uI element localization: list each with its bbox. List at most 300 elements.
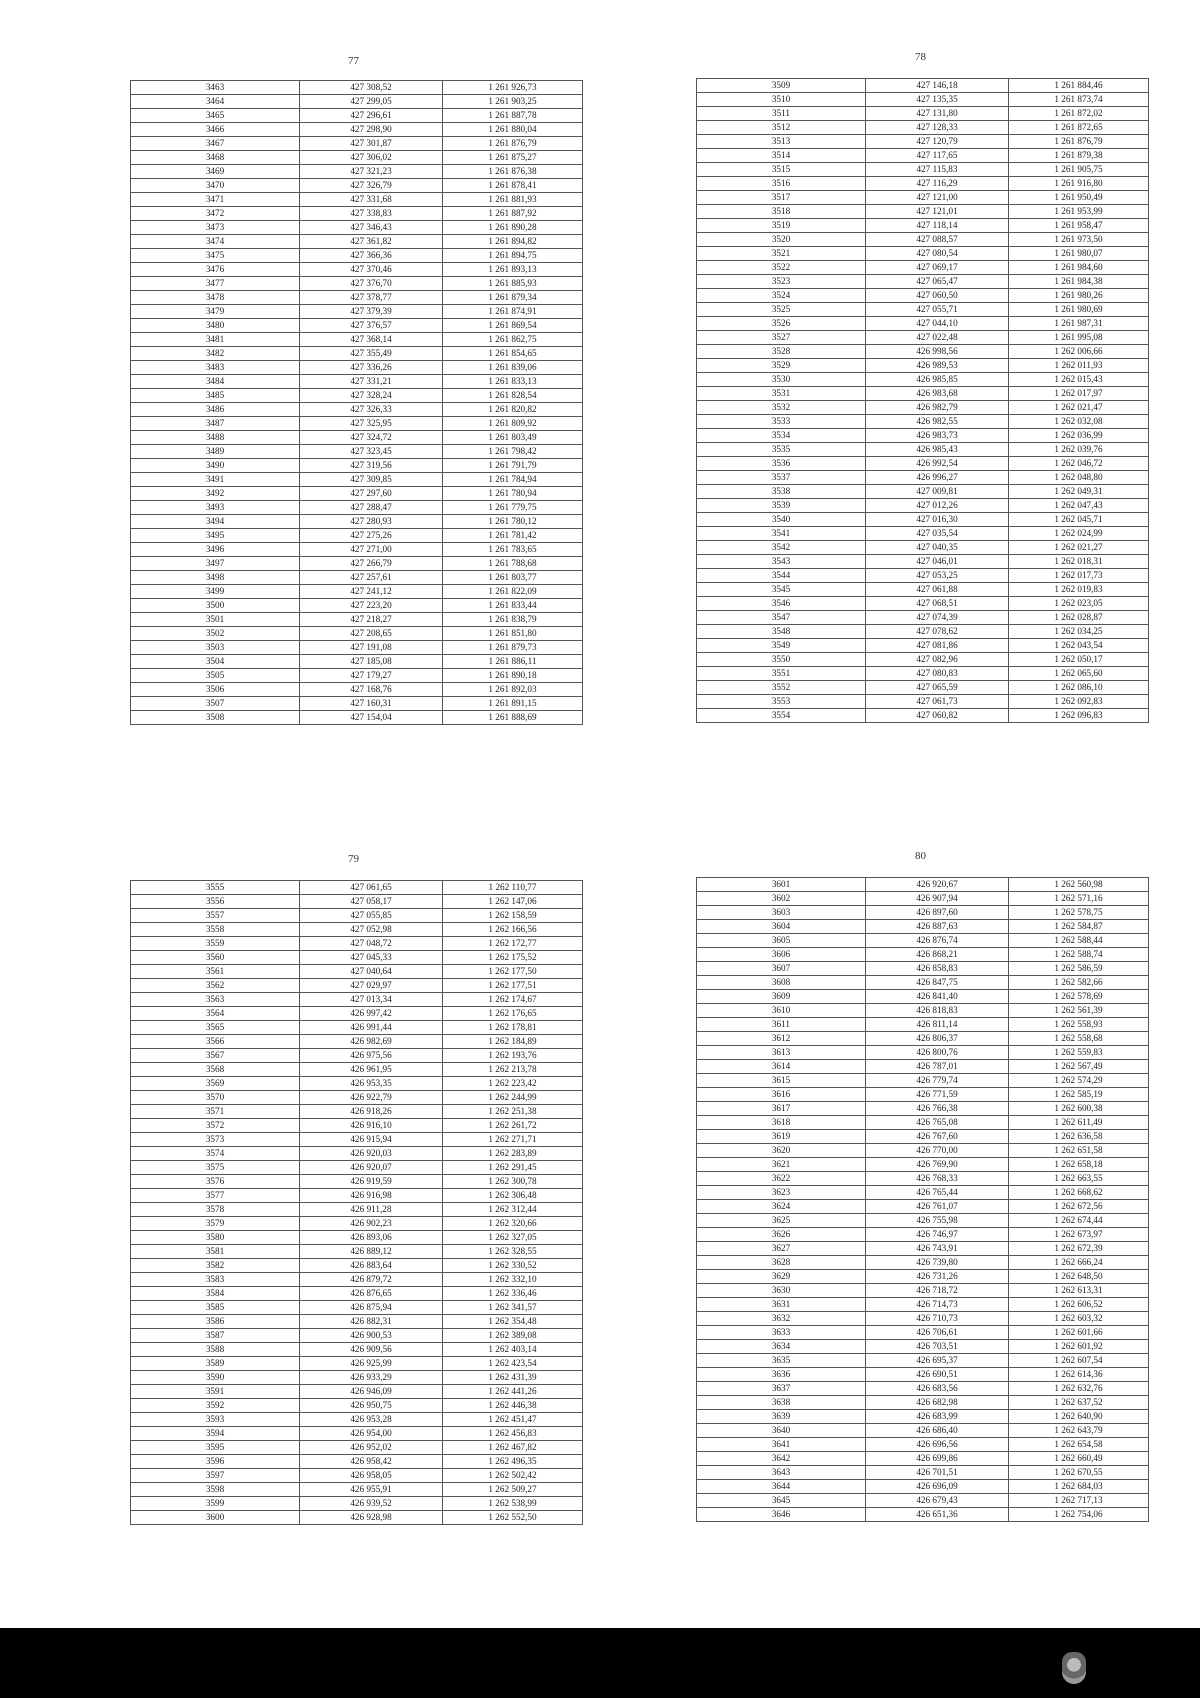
point-number-cell: 3589 xyxy=(131,1357,300,1371)
table-row xyxy=(131,627,583,641)
x-coordinate-cell: 427 045,33 xyxy=(300,951,443,965)
table-row xyxy=(697,1088,1149,1102)
x-coordinate-cell: 427 060,82 xyxy=(866,709,1009,723)
table-row xyxy=(697,485,1149,499)
x-coordinate-cell: 426 651,36 xyxy=(866,1508,1009,1522)
y-coordinate-cell: 1 261 869,54 xyxy=(443,319,583,333)
table-row xyxy=(131,641,583,655)
page-number: 78 xyxy=(915,51,926,63)
x-coordinate-cell: 427 061,65 xyxy=(300,881,443,895)
point-number-cell: 3571 xyxy=(131,1105,300,1119)
x-coordinate-cell: 426 766,38 xyxy=(866,1102,1009,1116)
y-coordinate-cell: 1 261 879,38 xyxy=(1009,149,1149,163)
x-coordinate-cell: 427 055,85 xyxy=(300,909,443,923)
y-coordinate-cell: 1 261 884,46 xyxy=(1009,79,1149,93)
y-coordinate-cell: 1 261 980,26 xyxy=(1009,289,1149,303)
table-row xyxy=(697,1130,1149,1144)
point-number-cell: 3603 xyxy=(697,906,866,920)
point-number-cell: 3516 xyxy=(697,177,866,191)
page-number: 79 xyxy=(348,853,359,865)
point-number-cell: 3513 xyxy=(697,135,866,149)
table-row xyxy=(131,1343,583,1357)
y-coordinate-cell: 1 262 601,92 xyxy=(1009,1340,1149,1354)
table-row xyxy=(697,345,1149,359)
table-row xyxy=(131,529,583,543)
table-row xyxy=(131,1161,583,1175)
point-number-cell: 3465 xyxy=(131,109,300,123)
point-number-cell: 3636 xyxy=(697,1368,866,1382)
y-coordinate-cell: 1 262 588,74 xyxy=(1009,948,1149,962)
x-coordinate-cell: 427 115,83 xyxy=(866,163,1009,177)
y-coordinate-cell: 1 262 666,24 xyxy=(1009,1256,1149,1270)
y-coordinate-cell: 1 262 441,26 xyxy=(443,1385,583,1399)
y-coordinate-cell: 1 262 643,79 xyxy=(1009,1424,1149,1438)
y-coordinate-cell: 1 262 034,25 xyxy=(1009,625,1149,639)
y-coordinate-cell: 1 261 878,41 xyxy=(443,179,583,193)
x-coordinate-cell: 427 078,62 xyxy=(866,625,1009,639)
x-coordinate-cell: 427 168,76 xyxy=(300,683,443,697)
x-coordinate-cell: 426 897,60 xyxy=(866,906,1009,920)
x-coordinate-cell: 427 117,65 xyxy=(866,149,1009,163)
table-row xyxy=(131,1231,583,1245)
y-coordinate-cell: 1 261 953,99 xyxy=(1009,205,1149,219)
y-coordinate-cell: 1 262 717,13 xyxy=(1009,1494,1149,1508)
y-coordinate-cell: 1 261 872,65 xyxy=(1009,121,1149,135)
x-coordinate-cell: 426 939,52 xyxy=(300,1497,443,1511)
table-row xyxy=(131,277,583,291)
point-number-cell: 3562 xyxy=(131,979,300,993)
x-coordinate-cell: 427 299,05 xyxy=(300,95,443,109)
point-number-cell: 3472 xyxy=(131,207,300,221)
y-coordinate-cell: 1 261 820,82 xyxy=(443,403,583,417)
x-coordinate-cell: 427 016,30 xyxy=(866,513,1009,527)
table-row xyxy=(697,247,1149,261)
x-coordinate-cell: 427 116,29 xyxy=(866,177,1009,191)
x-coordinate-cell: 426 710,73 xyxy=(866,1312,1009,1326)
point-number-cell: 3490 xyxy=(131,459,300,473)
x-coordinate-cell: 426 952,02 xyxy=(300,1441,443,1455)
y-coordinate-cell: 1 262 019,83 xyxy=(1009,583,1149,597)
table-row xyxy=(131,193,583,207)
table-row xyxy=(131,1371,583,1385)
point-number-cell: 3537 xyxy=(697,471,866,485)
y-coordinate-cell: 1 262 574,29 xyxy=(1009,1074,1149,1088)
table-row xyxy=(131,1427,583,1441)
point-number-cell: 3567 xyxy=(131,1049,300,1063)
y-coordinate-cell: 1 262 271,71 xyxy=(443,1133,583,1147)
table-row xyxy=(697,1242,1149,1256)
y-coordinate-cell: 1 262 611,49 xyxy=(1009,1116,1149,1130)
point-number-cell: 3633 xyxy=(697,1326,866,1340)
table-row xyxy=(697,878,1149,892)
table-row xyxy=(697,906,1149,920)
y-coordinate-cell: 1 261 888,69 xyxy=(443,711,583,725)
y-coordinate-cell: 1 262 582,66 xyxy=(1009,976,1149,990)
y-coordinate-cell: 1 262 028,87 xyxy=(1009,611,1149,625)
x-coordinate-cell: 427 331,21 xyxy=(300,375,443,389)
x-coordinate-cell: 427 060,50 xyxy=(866,289,1009,303)
y-coordinate-cell: 1 262 312,44 xyxy=(443,1203,583,1217)
x-coordinate-cell: 426 998,56 xyxy=(866,345,1009,359)
y-coordinate-cell: 1 262 023,05 xyxy=(1009,597,1149,611)
y-coordinate-cell: 1 261 851,80 xyxy=(443,627,583,641)
table-row xyxy=(131,375,583,389)
x-coordinate-cell: 426 954,00 xyxy=(300,1427,443,1441)
point-number-cell: 3605 xyxy=(697,934,866,948)
x-coordinate-cell: 426 883,64 xyxy=(300,1259,443,1273)
y-coordinate-cell: 1 261 876,79 xyxy=(1009,135,1149,149)
y-coordinate-cell: 1 262 648,50 xyxy=(1009,1270,1149,1284)
table-row xyxy=(697,1060,1149,1074)
point-number-cell: 3561 xyxy=(131,965,300,979)
point-number-cell: 3553 xyxy=(697,695,866,709)
y-coordinate-cell: 1 261 905,75 xyxy=(1009,163,1149,177)
y-coordinate-cell: 1 262 672,56 xyxy=(1009,1200,1149,1214)
y-coordinate-cell: 1 262 601,66 xyxy=(1009,1326,1149,1340)
y-coordinate-cell: 1 262 251,38 xyxy=(443,1105,583,1119)
x-coordinate-cell: 427 035,54 xyxy=(866,527,1009,541)
y-coordinate-cell: 1 262 658,18 xyxy=(1009,1158,1149,1172)
x-coordinate-cell: 426 765,08 xyxy=(866,1116,1009,1130)
table-row xyxy=(131,1147,583,1161)
table-row xyxy=(697,359,1149,373)
y-coordinate-cell: 1 262 606,52 xyxy=(1009,1298,1149,1312)
y-coordinate-cell: 1 261 984,38 xyxy=(1009,275,1149,289)
y-coordinate-cell: 1 262 637,52 xyxy=(1009,1396,1149,1410)
table-row xyxy=(697,513,1149,527)
table-row xyxy=(697,653,1149,667)
x-coordinate-cell: 426 920,67 xyxy=(866,878,1009,892)
point-number-cell: 3549 xyxy=(697,639,866,653)
y-coordinate-cell: 1 262 223,42 xyxy=(443,1077,583,1091)
x-coordinate-cell: 427 185,08 xyxy=(300,655,443,669)
table-row xyxy=(131,417,583,431)
table-row xyxy=(131,361,583,375)
table-row xyxy=(131,599,583,613)
y-coordinate-cell: 1 261 809,92 xyxy=(443,417,583,431)
point-number-cell: 3495 xyxy=(131,529,300,543)
point-number-cell: 3613 xyxy=(697,1046,866,1060)
point-number-cell: 3565 xyxy=(131,1021,300,1035)
y-coordinate-cell: 1 262 017,97 xyxy=(1009,387,1149,401)
point-number-cell: 3604 xyxy=(697,920,866,934)
y-coordinate-cell: 1 262 244,99 xyxy=(443,1091,583,1105)
y-coordinate-cell: 1 262 300,78 xyxy=(443,1175,583,1189)
point-number-cell: 3595 xyxy=(131,1441,300,1455)
point-number-cell: 3505 xyxy=(131,669,300,683)
point-number-cell: 3618 xyxy=(697,1116,866,1130)
point-number-cell: 3486 xyxy=(131,403,300,417)
point-number-cell: 3484 xyxy=(131,375,300,389)
y-coordinate-cell: 1 261 879,34 xyxy=(443,291,583,305)
point-number-cell: 3598 xyxy=(131,1483,300,1497)
x-coordinate-cell: 427 131,80 xyxy=(866,107,1009,121)
x-coordinate-cell: 427 309,85 xyxy=(300,473,443,487)
y-coordinate-cell: 1 262 011,93 xyxy=(1009,359,1149,373)
y-coordinate-cell: 1 261 926,73 xyxy=(443,81,583,95)
x-coordinate-cell: 426 771,59 xyxy=(866,1088,1009,1102)
point-number-cell: 3509 xyxy=(697,79,866,93)
point-number-cell: 3646 xyxy=(697,1508,866,1522)
y-coordinate-cell: 1 262 015,43 xyxy=(1009,373,1149,387)
x-coordinate-cell: 426 696,56 xyxy=(866,1438,1009,1452)
x-coordinate-cell: 426 982,69 xyxy=(300,1035,443,1049)
point-number-cell: 3588 xyxy=(131,1343,300,1357)
y-coordinate-cell: 1 262 354,48 xyxy=(443,1315,583,1329)
y-coordinate-cell: 1 262 021,27 xyxy=(1009,541,1149,555)
table-row xyxy=(131,291,583,305)
table-row xyxy=(697,93,1149,107)
y-coordinate-cell: 1 262 177,51 xyxy=(443,979,583,993)
x-coordinate-cell: 426 920,03 xyxy=(300,1147,443,1161)
point-number-cell: 3550 xyxy=(697,653,866,667)
table-row xyxy=(131,669,583,683)
x-coordinate-cell: 427 321,23 xyxy=(300,165,443,179)
table-row xyxy=(697,625,1149,639)
y-coordinate-cell: 1 261 892,03 xyxy=(443,683,583,697)
x-coordinate-cell: 427 280,93 xyxy=(300,515,443,529)
table-row xyxy=(697,1452,1149,1466)
x-coordinate-cell: 426 992,54 xyxy=(866,457,1009,471)
x-coordinate-cell: 427 325,95 xyxy=(300,417,443,431)
point-number-cell: 3473 xyxy=(131,221,300,235)
table-row xyxy=(131,137,583,151)
point-number-cell: 3587 xyxy=(131,1329,300,1343)
y-coordinate-cell: 1 262 018,31 xyxy=(1009,555,1149,569)
y-coordinate-cell: 1 261 890,18 xyxy=(443,669,583,683)
point-number-cell: 3482 xyxy=(131,347,300,361)
y-coordinate-cell: 1 262 431,39 xyxy=(443,1371,583,1385)
x-coordinate-cell: 426 767,60 xyxy=(866,1130,1009,1144)
x-coordinate-cell: 426 696,09 xyxy=(866,1480,1009,1494)
y-coordinate-cell: 1 262 261,72 xyxy=(443,1119,583,1133)
y-coordinate-cell: 1 262 607,54 xyxy=(1009,1354,1149,1368)
y-coordinate-cell: 1 262 158,59 xyxy=(443,909,583,923)
y-coordinate-cell: 1 262 175,52 xyxy=(443,951,583,965)
table-row xyxy=(131,613,583,627)
table-row xyxy=(131,1413,583,1427)
point-number-cell: 3583 xyxy=(131,1273,300,1287)
table-row xyxy=(131,1511,583,1525)
x-coordinate-cell: 426 961,95 xyxy=(300,1063,443,1077)
x-coordinate-cell: 427 154,04 xyxy=(300,711,443,725)
table-row xyxy=(131,1469,583,1483)
point-number-cell: 3612 xyxy=(697,1032,866,1046)
point-number-cell: 3525 xyxy=(697,303,866,317)
point-number-cell: 3508 xyxy=(131,711,300,725)
x-coordinate-cell: 427 160,31 xyxy=(300,697,443,711)
table-row xyxy=(131,711,583,725)
point-number-cell: 3517 xyxy=(697,191,866,205)
y-coordinate-cell: 1 262 560,98 xyxy=(1009,878,1149,892)
x-coordinate-cell: 426 761,07 xyxy=(866,1200,1009,1214)
x-coordinate-cell: 426 879,72 xyxy=(300,1273,443,1287)
table-row xyxy=(697,681,1149,695)
point-number-cell: 3512 xyxy=(697,121,866,135)
table-row xyxy=(131,1035,583,1049)
table-row xyxy=(697,1424,1149,1438)
table-row xyxy=(697,541,1149,555)
point-number-cell: 3558 xyxy=(131,923,300,937)
table-row xyxy=(697,1354,1149,1368)
table-row xyxy=(131,1399,583,1413)
table-row xyxy=(131,515,583,529)
point-number-cell: 3480 xyxy=(131,319,300,333)
y-coordinate-cell: 1 262 552,50 xyxy=(443,1511,583,1525)
x-coordinate-cell: 427 029,97 xyxy=(300,979,443,993)
table-row xyxy=(131,249,583,263)
table-row xyxy=(697,583,1149,597)
y-coordinate-cell: 1 262 336,46 xyxy=(443,1287,583,1301)
table-row xyxy=(131,937,583,951)
table-row xyxy=(131,1049,583,1063)
x-coordinate-cell: 427 121,01 xyxy=(866,205,1009,219)
y-coordinate-cell: 1 262 600,38 xyxy=(1009,1102,1149,1116)
x-coordinate-cell: 426 806,37 xyxy=(866,1032,1009,1046)
x-coordinate-cell: 426 690,51 xyxy=(866,1368,1009,1382)
y-coordinate-cell: 1 262 584,87 xyxy=(1009,920,1149,934)
table-row xyxy=(697,527,1149,541)
point-number-cell: 3489 xyxy=(131,445,300,459)
y-coordinate-cell: 1 261 881,93 xyxy=(443,193,583,207)
x-coordinate-cell: 427 121,00 xyxy=(866,191,1009,205)
x-coordinate-cell: 426 920,07 xyxy=(300,1161,443,1175)
y-coordinate-cell: 1 262 096,83 xyxy=(1009,709,1149,723)
x-coordinate-cell: 426 731,26 xyxy=(866,1270,1009,1284)
x-coordinate-cell: 426 982,79 xyxy=(866,401,1009,415)
table-row xyxy=(697,429,1149,443)
x-coordinate-cell: 427 061,88 xyxy=(866,583,1009,597)
y-coordinate-cell: 1 261 780,94 xyxy=(443,487,583,501)
table-row xyxy=(697,1312,1149,1326)
x-coordinate-cell: 427 328,24 xyxy=(300,389,443,403)
point-number-cell: 3621 xyxy=(697,1158,866,1172)
table-row xyxy=(697,233,1149,247)
y-coordinate-cell: 1 262 110,77 xyxy=(443,881,583,895)
x-coordinate-cell: 426 787,01 xyxy=(866,1060,1009,1074)
table-row xyxy=(131,965,583,979)
point-number-cell: 3580 xyxy=(131,1231,300,1245)
y-coordinate-cell: 1 261 894,75 xyxy=(443,249,583,263)
y-coordinate-cell: 1 262 327,05 xyxy=(443,1231,583,1245)
table-row xyxy=(697,289,1149,303)
x-coordinate-cell: 427 146,18 xyxy=(866,79,1009,93)
point-number-cell: 3544 xyxy=(697,569,866,583)
point-number-cell: 3644 xyxy=(697,1480,866,1494)
table-row xyxy=(697,401,1149,415)
table-row xyxy=(131,235,583,249)
y-coordinate-cell: 1 262 673,97 xyxy=(1009,1228,1149,1242)
x-coordinate-cell: 427 379,39 xyxy=(300,305,443,319)
x-coordinate-cell: 427 128,33 xyxy=(866,121,1009,135)
y-coordinate-cell: 1 261 916,80 xyxy=(1009,177,1149,191)
table-row xyxy=(697,415,1149,429)
y-coordinate-cell: 1 261 828,54 xyxy=(443,389,583,403)
point-number-cell: 3570 xyxy=(131,1091,300,1105)
y-coordinate-cell: 1 262 177,50 xyxy=(443,965,583,979)
table-row xyxy=(697,1256,1149,1270)
point-number-cell: 3501 xyxy=(131,613,300,627)
y-coordinate-cell: 1 262 571,16 xyxy=(1009,892,1149,906)
y-coordinate-cell: 1 261 854,65 xyxy=(443,347,583,361)
y-coordinate-cell: 1 261 973,50 xyxy=(1009,233,1149,247)
point-number-cell: 3641 xyxy=(697,1438,866,1452)
point-number-cell: 3619 xyxy=(697,1130,866,1144)
point-number-cell: 3547 xyxy=(697,611,866,625)
point-number-cell: 3600 xyxy=(131,1511,300,1525)
x-coordinate-cell: 427 069,17 xyxy=(866,261,1009,275)
x-coordinate-cell: 426 858,83 xyxy=(866,962,1009,976)
point-number-cell: 3506 xyxy=(131,683,300,697)
point-number-cell: 3478 xyxy=(131,291,300,305)
y-coordinate-cell: 1 262 451,47 xyxy=(443,1413,583,1427)
y-coordinate-cell: 1 262 065,60 xyxy=(1009,667,1149,681)
table-row xyxy=(697,611,1149,625)
point-number-cell: 3487 xyxy=(131,417,300,431)
table-row xyxy=(697,1032,1149,1046)
x-coordinate-cell: 426 900,53 xyxy=(300,1329,443,1343)
x-coordinate-cell: 426 982,55 xyxy=(866,415,1009,429)
table-row xyxy=(697,471,1149,485)
x-coordinate-cell: 427 288,47 xyxy=(300,501,443,515)
x-coordinate-cell: 426 907,94 xyxy=(866,892,1009,906)
x-coordinate-cell: 426 953,35 xyxy=(300,1077,443,1091)
table-row xyxy=(131,585,583,599)
page-number: 80 xyxy=(915,850,926,862)
point-number-cell: 3578 xyxy=(131,1203,300,1217)
point-number-cell: 3532 xyxy=(697,401,866,415)
y-coordinate-cell: 1 261 872,02 xyxy=(1009,107,1149,121)
x-coordinate-cell: 426 847,75 xyxy=(866,976,1009,990)
point-number-cell: 3523 xyxy=(697,275,866,289)
table-row xyxy=(697,107,1149,121)
x-coordinate-cell: 426 911,28 xyxy=(300,1203,443,1217)
y-coordinate-cell: 1 262 640,90 xyxy=(1009,1410,1149,1424)
y-coordinate-cell: 1 262 021,47 xyxy=(1009,401,1149,415)
table-row xyxy=(131,909,583,923)
x-coordinate-cell: 427 022,48 xyxy=(866,331,1009,345)
y-coordinate-cell: 1 262 032,08 xyxy=(1009,415,1149,429)
point-number-cell: 3616 xyxy=(697,1088,866,1102)
x-coordinate-cell: 426 800,76 xyxy=(866,1046,1009,1060)
point-number-cell: 3594 xyxy=(131,1427,300,1441)
x-coordinate-cell: 427 053,25 xyxy=(866,569,1009,583)
y-coordinate-cell: 1 261 781,42 xyxy=(443,529,583,543)
x-coordinate-cell: 427 074,39 xyxy=(866,611,1009,625)
y-coordinate-cell: 1 261 833,13 xyxy=(443,375,583,389)
point-number-cell: 3643 xyxy=(697,1466,866,1480)
x-coordinate-cell: 426 706,61 xyxy=(866,1326,1009,1340)
y-coordinate-cell: 1 261 876,79 xyxy=(443,137,583,151)
point-number-cell: 3627 xyxy=(697,1242,866,1256)
table-row xyxy=(131,347,583,361)
x-coordinate-cell: 426 919,59 xyxy=(300,1175,443,1189)
y-coordinate-cell: 1 261 950,49 xyxy=(1009,191,1149,205)
x-coordinate-cell: 427 061,73 xyxy=(866,695,1009,709)
table-row xyxy=(697,1186,1149,1200)
table-row xyxy=(131,459,583,473)
y-coordinate-cell: 1 262 024,99 xyxy=(1009,527,1149,541)
table-row xyxy=(131,333,583,347)
table-row xyxy=(131,389,583,403)
y-coordinate-cell: 1 262 291,45 xyxy=(443,1161,583,1175)
table-row xyxy=(131,501,583,515)
point-number-cell: 3511 xyxy=(697,107,866,121)
x-coordinate-cell: 426 915,94 xyxy=(300,1133,443,1147)
point-number-cell: 3597 xyxy=(131,1469,300,1483)
y-coordinate-cell: 1 261 958,47 xyxy=(1009,219,1149,233)
x-coordinate-cell: 427 208,65 xyxy=(300,627,443,641)
